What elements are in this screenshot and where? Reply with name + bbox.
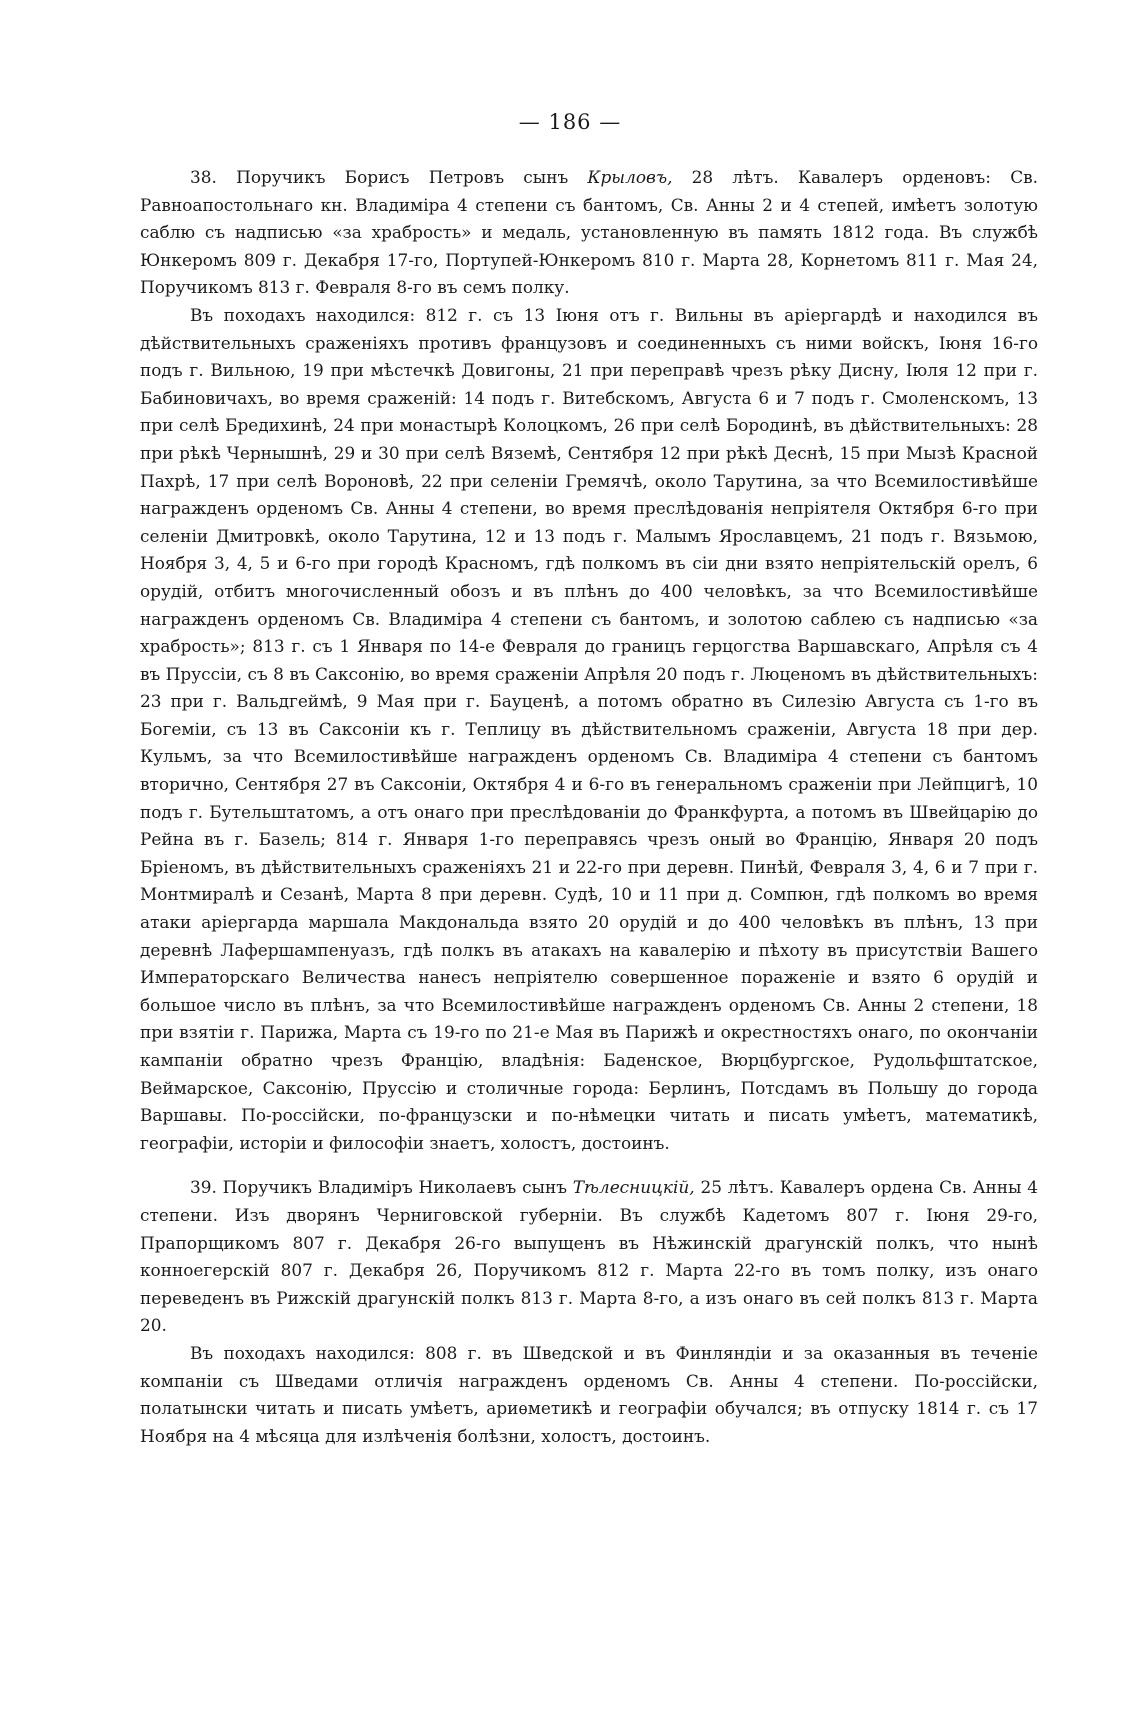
officer-surname: Тѣлесницкій,: [572, 1177, 695, 1198]
officer-entry-39: [140, 1174, 1038, 1450]
page-number: — 186 —: [518, 110, 622, 134]
page-body: [140, 164, 1038, 1450]
entry-intro-prefix: 39. Поручикъ Владиміръ Николаевъ сынъ: [190, 1177, 573, 1198]
entry-intro-paragraph: [140, 164, 1038, 302]
officer-entry-38: [140, 164, 1038, 1157]
entry-intro-paragraph: [140, 1174, 1038, 1340]
entry-campaigns-paragraph: Въ походахъ находился: 808 г. въ Шведской и въ Финляндіи и за оказанныя въ теченіе компаніи съ Шведами отличія награжденъ орденомъ Св. Анны 4 степени. По-россійски, полатынски читать и писать умѣетъ, ариѳметикѣ и географіи обучался; въ отпуску 1814 г. съ 17 Ноября на 4 мѣсяца для излѣченія болѣзни, холостъ, достоинъ.: [140, 1342, 1038, 1446]
officer-surname: Крыловъ,: [587, 167, 673, 187]
entry-campaigns-paragraph: Въ походахъ находился: 812 г. съ 13 Іюня отъ г. Вильны въ аріергардѣ и находился въ дѣйствительныхъ сраженіяхъ противъ французовъ и соединенныхъ съ ними войскъ, Іюня 16-го подъ г. Вильною, 19 при мѣстечкѣ Довигоны, 21 при переправѣ чрезъ рѣку Дисну, Іюля 12 при г. Бабиновичахъ, во время сраженій: 14 подъ г. Витебскомъ, Августа 6 и 7 подъ г. Смоленскомъ, 13 при селѣ Бредихинѣ, 24 при монастырѣ Колоцкомъ, 26 при селѣ Бородинѣ, въ дѣйствительныхъ: 28 при рѣкѣ Чернышнѣ, 29 и 30 при селѣ Вяземѣ, Сентября 12 при рѣкѣ Деснѣ, 15 при Мызѣ Красной Пахрѣ, 17 при селѣ Вороновѣ, 22 при селеніи Гремячѣ, около Тарутина, за что Всемилостивѣйше награжденъ орденомъ Св. Анны 4 степени, во время преслѣдованія непріятеля Октября 6-го при селеніи Дмитровкѣ, около Тарутина, 12 и 13 подъ г. Малымъ Ярославцемъ, 21 подъ г. Вязьмою, Ноября 3, 4, 5 и 6-го при городѣ Красномъ, гдѣ полкомъ въ сіи дни взято непріятельскій орелъ, 6 орудій, отбитъ многочисленный обозъ и въ плѣнъ до 400 человѣкъ, за что Всемилостивѣйше награжденъ орденомъ Св. Владиміра 4 степени съ бантомъ, и золотою саблею съ надписью «за храбрость»; 813 г. съ 1 Января по 14-е Февраля до границъ герцогства Варшавскаго, Апрѣля съ 4 въ Пруссіи, съ 8 въ Саксонію, во время сраженіи Апрѣля 20 подъ г. Люценомъ въ дѣйствительныхъ: 23 при г. Вальдгеймѣ, 9 Мая при г. Бауценѣ, а потомъ обратно въ Силезію Августа съ 1-го въ Богеміи, съ 13 въ Саксоніи къ г. Теплицу въ дѣйствительномъ сраженіи, Августа 18 при дер. Кульмъ, за что Всемилостивѣйше награжденъ орденомъ Св. Владиміра 4 степени съ бантомъ вторично, Сентября 27 въ Саксоніи, Октября 4 и 6-го въ генеральномъ сраженіи при Лейпцигѣ, 10 подъ г. Бутельштатомъ, а отъ онаго при преслѣдованіи до Франкфурта, а потомъ въ Швейцарію до Рейна въ г. Базель; 814 г. Января 1-го переправясь чрезъ оный во Францію, Января 20 подъ Бріеномъ, въ дѣйствительныхъ сраженіяхъ 21 и 22-го при деревн. Пинѣй, Февраля 3, 4, 6 и 7 при г. Монтмиралѣ и Сезанѣ, Марта 8 при деревн. Судѣ, 10 и 11 при д. Сомпюн, гдѣ полкомъ во время атаки аріергарда маршала Макдональда взято 20 орудій и до 400 человѣкъ въ плѣнъ, 13 при деревнѣ Лафершампенуазъ, гдѣ полкъ въ атакахъ на кавалерію и пѣхоту въ присутствіи Вашего Императорскаго Величества нанесъ непріятелю совершенное пораженіе и взято 6 орудій и большое число въ плѣнъ, за что Всемилостивѣйше награжденъ орденомъ Св. Анны 2 степени, 18 при взятіи г. Парижа, Марта съ 19-го по 21-е Мая въ Парижѣ и окрестностяхъ онаго, по окончаніи кампаніи обратно чрезъ Францію, владѣнія: Баденское, Вюрцбургское, Рудольфштатское, Веймарское, Саксонію, Пруссію и столичные города: Берлинъ, Потсдамъ въ Польшу до города Варшавы. По-россійски, по-французски и по-нѣмецки читать и писать умѣетъ, математикѣ, географіи, исторіи и философіи знаетъ, холостъ, достоинъ.: [140, 304, 1038, 1153]
entry-intro-prefix: 38. Поручикъ Борисъ Петровъ сынъ: [190, 167, 588, 187]
entry-intro-text: 25 лѣтъ. Кавалеръ ордена Св. Анны 4 степени. Изъ дворянъ Черниговской губерніи. Въ службѣ Кадетомъ 807 г. Іюня 29-го, Прапорщикомъ 807 г. Декабря 26-го выпущенъ въ Нѣжинскій драгунскій полкъ, что нынѣ конноегерскій 807 г. Декабря 26, Поручикомъ 812 г. Марта 22-го въ томъ полку, изъ онаго переведенъ въ Рижскій драгунскій полкъ 813 г. Марта 8-го, а изъ онаго въ сей полкъ 813 г. Марта 20.: [140, 1177, 1038, 1336]
entry-intro-text: 28 лѣтъ. Кавалеръ орденовъ: Св. Равноапостольнаго кн. Владиміра 4 степени съ бантомъ, Св. Анны 2 и 4 степей, имѣетъ золотую саблю съ надписью «за храбрость» и медаль, установленную въ память 1812 года. Въ службѣ Юнкеромъ 809 г. Декабря 17-го, Портупей-Юнкеромъ 810 г. Марта 28, Корнетомъ 811 г. Мая 24, Поручикомъ 813 г. Февраля 8-го въ семъ полку.: [140, 167, 1038, 298]
